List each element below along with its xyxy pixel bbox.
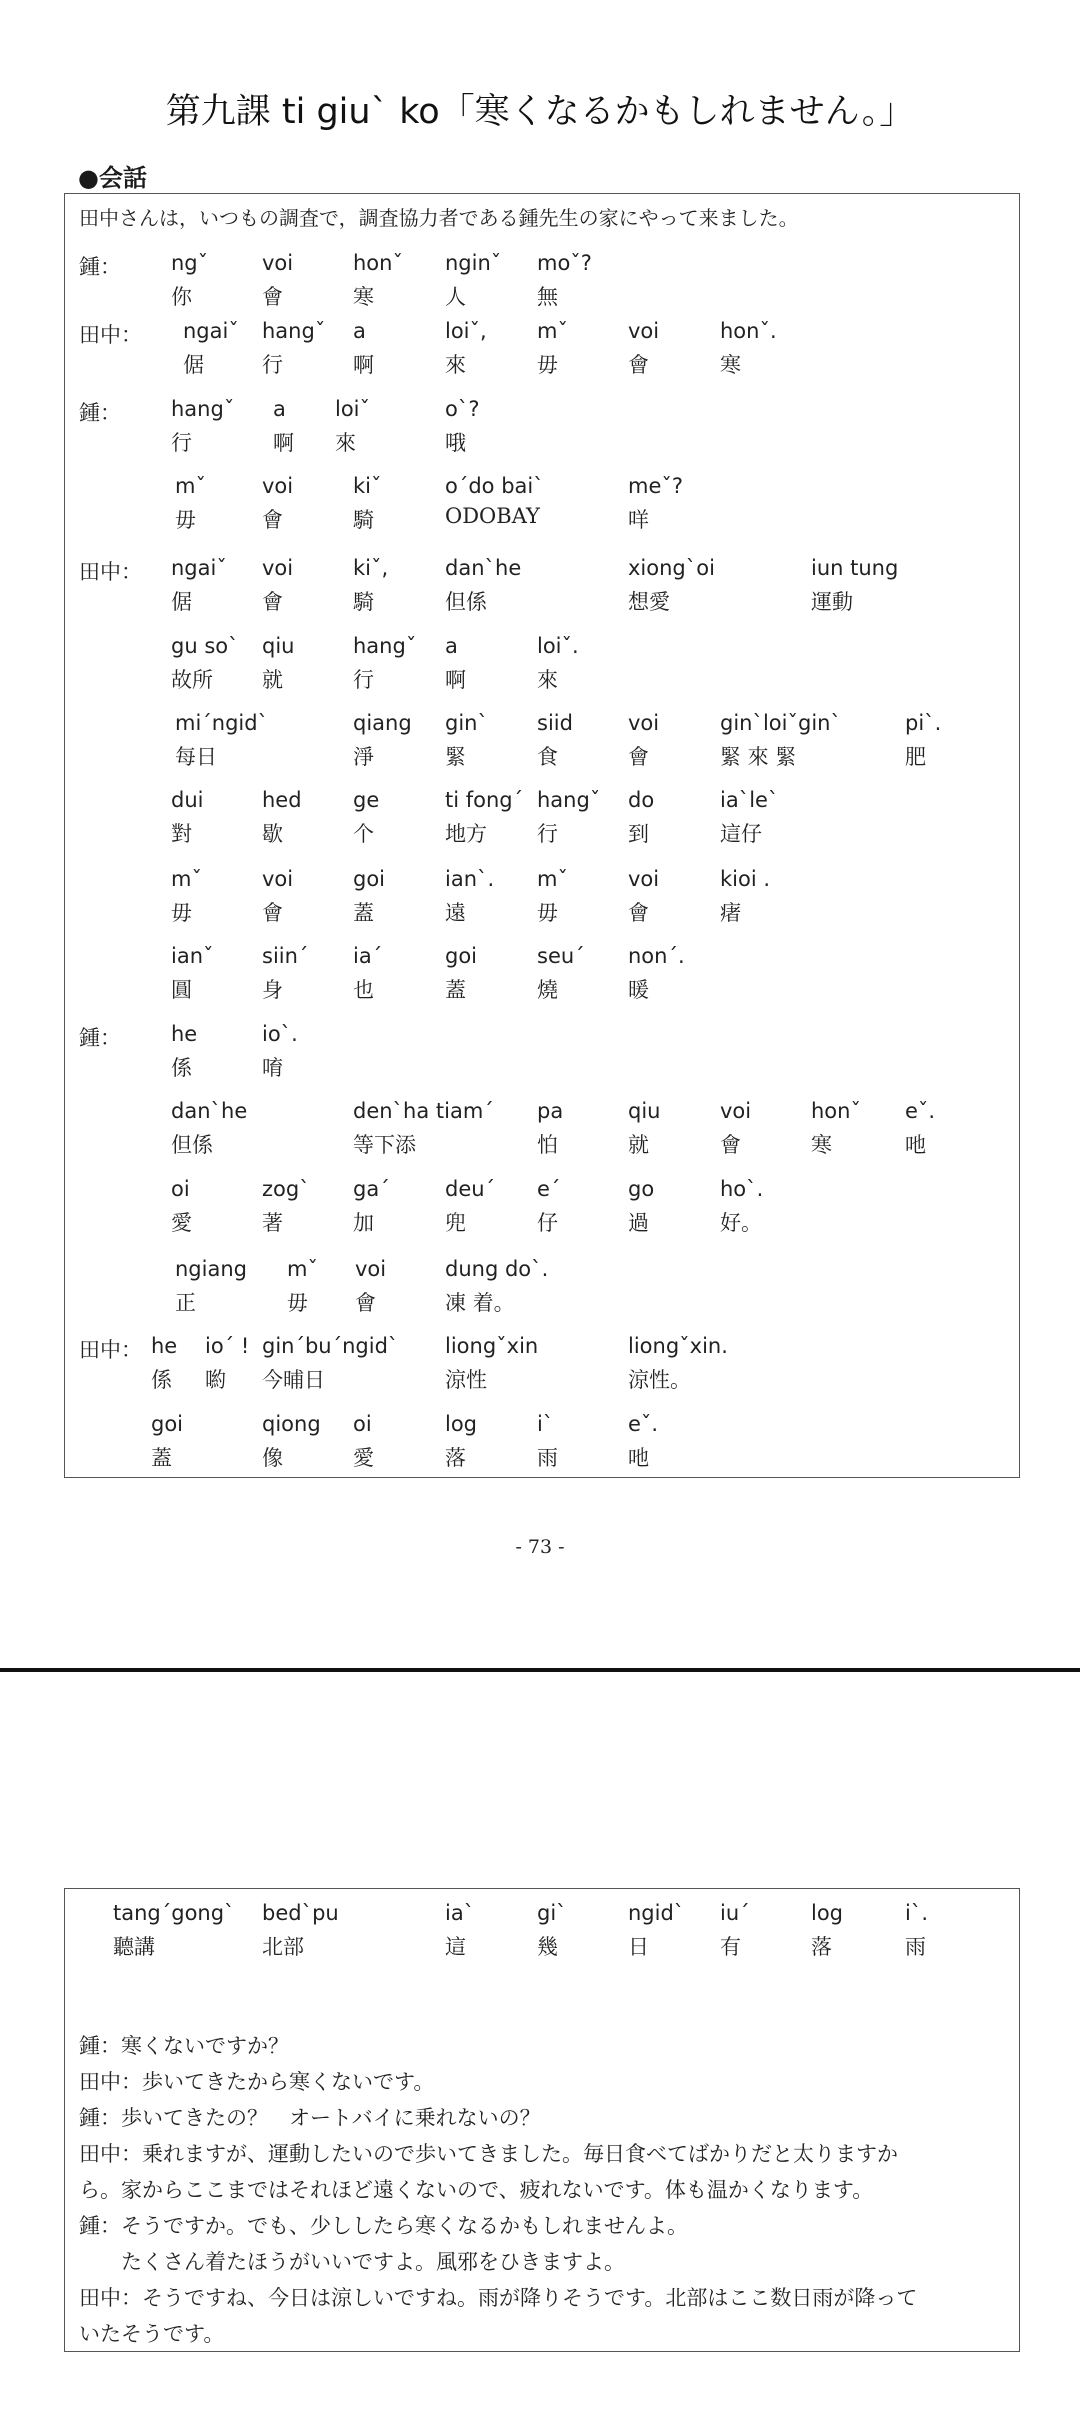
- romanization: eˇ.: [905, 1099, 936, 1123]
- romanization: loiˇ: [335, 397, 371, 421]
- hanzi: 等下添: [353, 1133, 416, 1157]
- romanization: dan`he: [171, 1099, 248, 1123]
- hanzi: 騎: [353, 508, 374, 532]
- romanization: bed`pu: [262, 1901, 339, 1925]
- romanization: ngˇ: [171, 251, 209, 275]
- hanzi: 想愛: [628, 590, 670, 614]
- hanzi: 北部: [262, 1935, 304, 1959]
- dialogue-box: [64, 193, 1020, 1478]
- speaker-label: 鍾：: [79, 401, 121, 425]
- hanzi: 但係: [445, 590, 487, 614]
- hanzi: 著: [262, 1211, 283, 1235]
- romanization: gu so`: [171, 634, 239, 658]
- hanzi: 落: [811, 1935, 832, 1959]
- romanization: ia`: [445, 1901, 475, 1925]
- hanzi: 寒: [811, 1133, 832, 1157]
- romanization: ngid`: [628, 1901, 685, 1925]
- speaker-label: 鍾：: [79, 1026, 121, 1050]
- hanzi: 毋: [537, 901, 558, 925]
- romanization: do: [628, 788, 655, 812]
- romanization: ngaiˇ: [183, 319, 239, 343]
- hanzi: 每日: [175, 745, 217, 769]
- romanization: dan`he: [445, 556, 522, 580]
- hanzi: 會: [355, 1291, 376, 1315]
- hanzi: 好。: [720, 1211, 762, 1235]
- romanization: goi: [353, 867, 386, 891]
- hanzi: 來: [445, 353, 466, 377]
- speaker-label: 鍾：: [79, 255, 121, 279]
- romanization: voi: [262, 556, 294, 580]
- romanization: iun tung: [811, 556, 899, 580]
- romanization: voi: [262, 867, 294, 891]
- romanization: he: [171, 1022, 198, 1046]
- romanization: ga´: [353, 1177, 390, 1201]
- hanzi: 就: [628, 1133, 649, 1157]
- hanzi: 來: [537, 668, 558, 692]
- romanization: honˇ: [811, 1099, 861, 1123]
- hanzi: 就: [262, 668, 283, 692]
- romanization: qiu: [628, 1099, 661, 1123]
- hanzi: 唷: [262, 1056, 283, 1080]
- hanzi: 係: [171, 1056, 192, 1080]
- romanization: mˇ: [175, 474, 206, 498]
- romanization: non´.: [628, 944, 685, 968]
- hanzi: 會: [262, 901, 283, 925]
- romanization: pa: [537, 1099, 564, 1123]
- hanzi: 身: [262, 978, 283, 1002]
- hanzi: 幾: [537, 1935, 558, 1959]
- speaker-label: 田中：: [79, 1338, 142, 1362]
- romanization: i`: [537, 1412, 554, 1436]
- romanization: mˇ: [537, 319, 568, 343]
- romanization: goi: [151, 1412, 184, 1436]
- hanzi: 落: [445, 1446, 466, 1470]
- romanization: mi´ngid`: [175, 711, 269, 735]
- hanzi: 行: [171, 431, 192, 455]
- hanzi: 會: [262, 508, 283, 532]
- romanization: xiong`oi: [628, 556, 715, 580]
- romanization: voi: [628, 319, 660, 343]
- hanzi: 雨: [537, 1446, 558, 1470]
- hanzi: 毋: [175, 508, 196, 532]
- hanzi: 緊 來 緊: [720, 745, 797, 769]
- romanization: ia´: [353, 944, 383, 968]
- hanzi: 正: [175, 1291, 196, 1315]
- hanzi: 蓋: [445, 978, 466, 1002]
- romanization: gin`: [445, 711, 488, 735]
- romanization: kiˇ: [353, 474, 382, 498]
- translation-line: ら。家からここまではそれほど遠くないので、疲れないです。体も温かくなります。: [79, 2178, 874, 2202]
- hanzi: 蓋: [151, 1446, 172, 1470]
- hanzi: 吔: [628, 1446, 649, 1470]
- hanzi: 遠: [445, 901, 466, 925]
- hanzi: 啊: [273, 431, 294, 455]
- intro-text: 田中さんは，いつもの調査で，調査協力者である鍾先生の家にやって来ました。: [79, 206, 799, 230]
- hanzi: 毋: [537, 353, 558, 377]
- romanization: dung do`.: [445, 1257, 549, 1281]
- hanzi: 人: [445, 285, 466, 309]
- romanization: voi: [262, 251, 294, 275]
- romanization: log: [811, 1901, 844, 1925]
- hanzi: 食: [537, 745, 558, 769]
- romanization: voi: [720, 1099, 752, 1123]
- romanization: ia`le`: [720, 788, 779, 812]
- hanzi: 毋: [287, 1291, 308, 1315]
- hanzi: 愛: [353, 1446, 374, 1470]
- hanzi: 哦: [445, 431, 466, 455]
- hanzi: 地方: [445, 822, 487, 846]
- hanzi: 雨: [905, 1935, 926, 1959]
- romanization: gi`: [537, 1901, 567, 1925]
- romanization: zog`: [262, 1177, 310, 1201]
- romanization: siin´: [262, 944, 309, 968]
- romanization: voi: [628, 711, 660, 735]
- hanzi: 會: [628, 745, 649, 769]
- hanzi: 這仔: [720, 822, 762, 846]
- hanzi: 蓋: [353, 901, 374, 925]
- translation-line: 鍾：そうですか。でも、少ししたら寒くなるかもしれませんよ。: [79, 2214, 688, 2238]
- hanzi: 也: [353, 978, 374, 1002]
- hanzi: 今晡日: [262, 1368, 325, 1392]
- romanization: meˇ?: [628, 474, 684, 498]
- romanization: qiong: [262, 1412, 321, 1436]
- hanzi: 暖: [628, 978, 649, 1002]
- romanization: io´ !: [205, 1334, 250, 1358]
- romanization: honˇ.: [720, 319, 777, 343]
- romanization: siid: [537, 711, 573, 735]
- romanization: ti fong´: [445, 788, 524, 812]
- romanization: dui: [171, 788, 204, 812]
- hanzi: 係: [151, 1368, 172, 1392]
- hanzi: 聽講: [113, 1935, 155, 1959]
- hanzi: 涼性。: [628, 1368, 691, 1392]
- page-title: 第九課 ti giu` ko「寒くなるかもしれません。」: [165, 92, 915, 132]
- hanzi: 運動: [811, 590, 853, 614]
- translation-line: いたそうです。: [79, 2322, 225, 2346]
- hanzi: 愛: [171, 1211, 192, 1235]
- speaker-label: 田中：: [79, 323, 142, 347]
- hanzi: ODOBAY: [445, 504, 540, 528]
- hanzi: 咩: [628, 508, 649, 532]
- romanization: loiˇ.: [537, 634, 579, 658]
- romanization: liongˇxin.: [628, 1334, 728, 1358]
- romanization: liongˇxin: [445, 1334, 539, 1358]
- romanization: voi: [262, 474, 294, 498]
- page-divider: [0, 1668, 1080, 1672]
- page-number: - 73 -: [515, 1536, 565, 1558]
- romanization: oi: [171, 1177, 190, 1201]
- romanization: qiu: [262, 634, 295, 658]
- hanzi: 歇: [262, 822, 283, 846]
- hanzi: 會: [720, 1133, 741, 1157]
- romanization: hed: [262, 788, 302, 812]
- romanization: gin`loiˇgin`: [720, 711, 841, 735]
- romanization: kiˇ,: [353, 556, 389, 580]
- romanization: oi: [353, 1412, 372, 1436]
- hanzi: 个: [353, 822, 374, 846]
- translation-line: たくさん着たほうがいいですよ。風邪をひきますよ。: [79, 2250, 625, 2274]
- section-heading: ●会話: [78, 164, 147, 192]
- hanzi: 像: [262, 1446, 283, 1470]
- hanzi: 加: [353, 1211, 374, 1235]
- translation-line: 田中：そうですね、今日は涼しいですね。雨が降りそうです。北部はここ数日雨が降って: [79, 2286, 918, 2310]
- romanization: ianˇ: [171, 944, 214, 968]
- hanzi: 會: [262, 285, 283, 309]
- hanzi: 你: [171, 285, 192, 309]
- hanzi: 有: [720, 1935, 741, 1959]
- hanzi: 怕: [537, 1133, 558, 1157]
- romanization: iu´: [720, 1901, 750, 1925]
- hanzi: 寒: [353, 285, 374, 309]
- hanzi: 淨: [353, 745, 374, 769]
- hanzi: 兜: [445, 1211, 466, 1235]
- hanzi: 這: [445, 1935, 466, 1959]
- romanization: a: [353, 319, 366, 343]
- hanzi: 仔: [537, 1211, 558, 1235]
- romanization: seu´: [537, 944, 585, 968]
- translation-line: 田中：歩いてきたから寒くないです。: [79, 2070, 435, 2094]
- hanzi: 無: [537, 285, 558, 309]
- romanization: loiˇ,: [445, 319, 487, 343]
- romanization: o´do bai`: [445, 474, 544, 498]
- hanzi: 凍 着。: [445, 1291, 515, 1315]
- translation-line: 鍾：歩いてきたの？ オートバイに乗れないの？: [79, 2106, 541, 2130]
- hanzi: 故所: [171, 668, 213, 692]
- romanization: i`.: [905, 1901, 929, 1925]
- romanization: hangˇ: [262, 319, 326, 343]
- hanzi: 但係: [171, 1133, 213, 1157]
- hanzi: 燒: [537, 978, 558, 1002]
- hanzi: 會: [262, 590, 283, 614]
- hanzi: 來: [335, 431, 356, 455]
- hanzi: 啊: [445, 668, 466, 692]
- romanization: deu´: [445, 1177, 496, 1201]
- hanzi: 日: [628, 1935, 649, 1959]
- romanization: ngaiˇ: [171, 556, 227, 580]
- hanzi: 會: [628, 353, 649, 377]
- hanzi: 過: [628, 1211, 649, 1235]
- hanzi: 涼性: [445, 1368, 487, 1392]
- romanization: voi: [628, 867, 660, 891]
- speaker-label: 田中：: [79, 560, 142, 584]
- hanzi: 寒: [720, 353, 741, 377]
- romanization: he: [151, 1334, 178, 1358]
- romanization: o`?: [445, 397, 480, 421]
- hanzi: 行: [262, 353, 283, 377]
- romanization: mˇ: [171, 867, 202, 891]
- romanization: den`ha tiam´: [353, 1099, 494, 1123]
- romanization: e´: [537, 1177, 561, 1201]
- romanization: hangˇ: [171, 397, 235, 421]
- romanization: ngiang: [175, 1257, 247, 1281]
- hanzi: 對: [171, 822, 192, 846]
- romanization: honˇ: [353, 251, 403, 275]
- romanization: moˇ?: [537, 251, 592, 275]
- romanization: hangˇ: [353, 634, 417, 658]
- romanization: ian`.: [445, 867, 495, 891]
- romanization: go: [628, 1177, 655, 1201]
- hanzi: 喲: [205, 1368, 226, 1392]
- romanization: voi: [355, 1257, 387, 1281]
- translation-line: 田中：乗れますが、運動したいので歩いてきました。毎日食べてばかりだと太りますか: [79, 2142, 898, 2166]
- romanization: qiang: [353, 711, 412, 735]
- romanization: log: [445, 1412, 478, 1436]
- continuation-box: [64, 1888, 1020, 2352]
- hanzi: 肥: [905, 745, 926, 769]
- hanzi: 行: [537, 822, 558, 846]
- hanzi: 會: [628, 901, 649, 925]
- romanization: mˇ: [537, 867, 568, 891]
- romanization: tang´gong`: [113, 1901, 235, 1925]
- hanzi: 倨: [183, 353, 204, 377]
- hanzi: 圓: [171, 978, 192, 1002]
- romanization: nginˇ: [445, 251, 502, 275]
- romanization: kioi .: [720, 867, 771, 891]
- translation-line: 鍾：寒くないですか？: [79, 2034, 289, 2058]
- hanzi: 瘏: [720, 901, 741, 925]
- hanzi: 啊: [353, 353, 374, 377]
- romanization: gin´bu´ngid`: [262, 1334, 399, 1358]
- hanzi: 到: [628, 822, 649, 846]
- hanzi: 吔: [905, 1133, 926, 1157]
- hanzi: 騎: [353, 590, 374, 614]
- hanzi: 緊: [445, 745, 466, 769]
- romanization: ho`.: [720, 1177, 764, 1201]
- romanization: goi: [445, 944, 478, 968]
- hanzi: 毋: [171, 901, 192, 925]
- romanization: ge: [353, 788, 380, 812]
- romanization: hangˇ: [537, 788, 601, 812]
- hanzi: 行: [353, 668, 374, 692]
- romanization: eˇ.: [628, 1412, 659, 1436]
- romanization: a: [273, 397, 286, 421]
- romanization: pi`.: [905, 711, 942, 735]
- hanzi: 倨: [171, 590, 192, 614]
- romanization: mˇ: [287, 1257, 318, 1281]
- romanization: a: [445, 634, 458, 658]
- romanization: io`.: [262, 1022, 298, 1046]
